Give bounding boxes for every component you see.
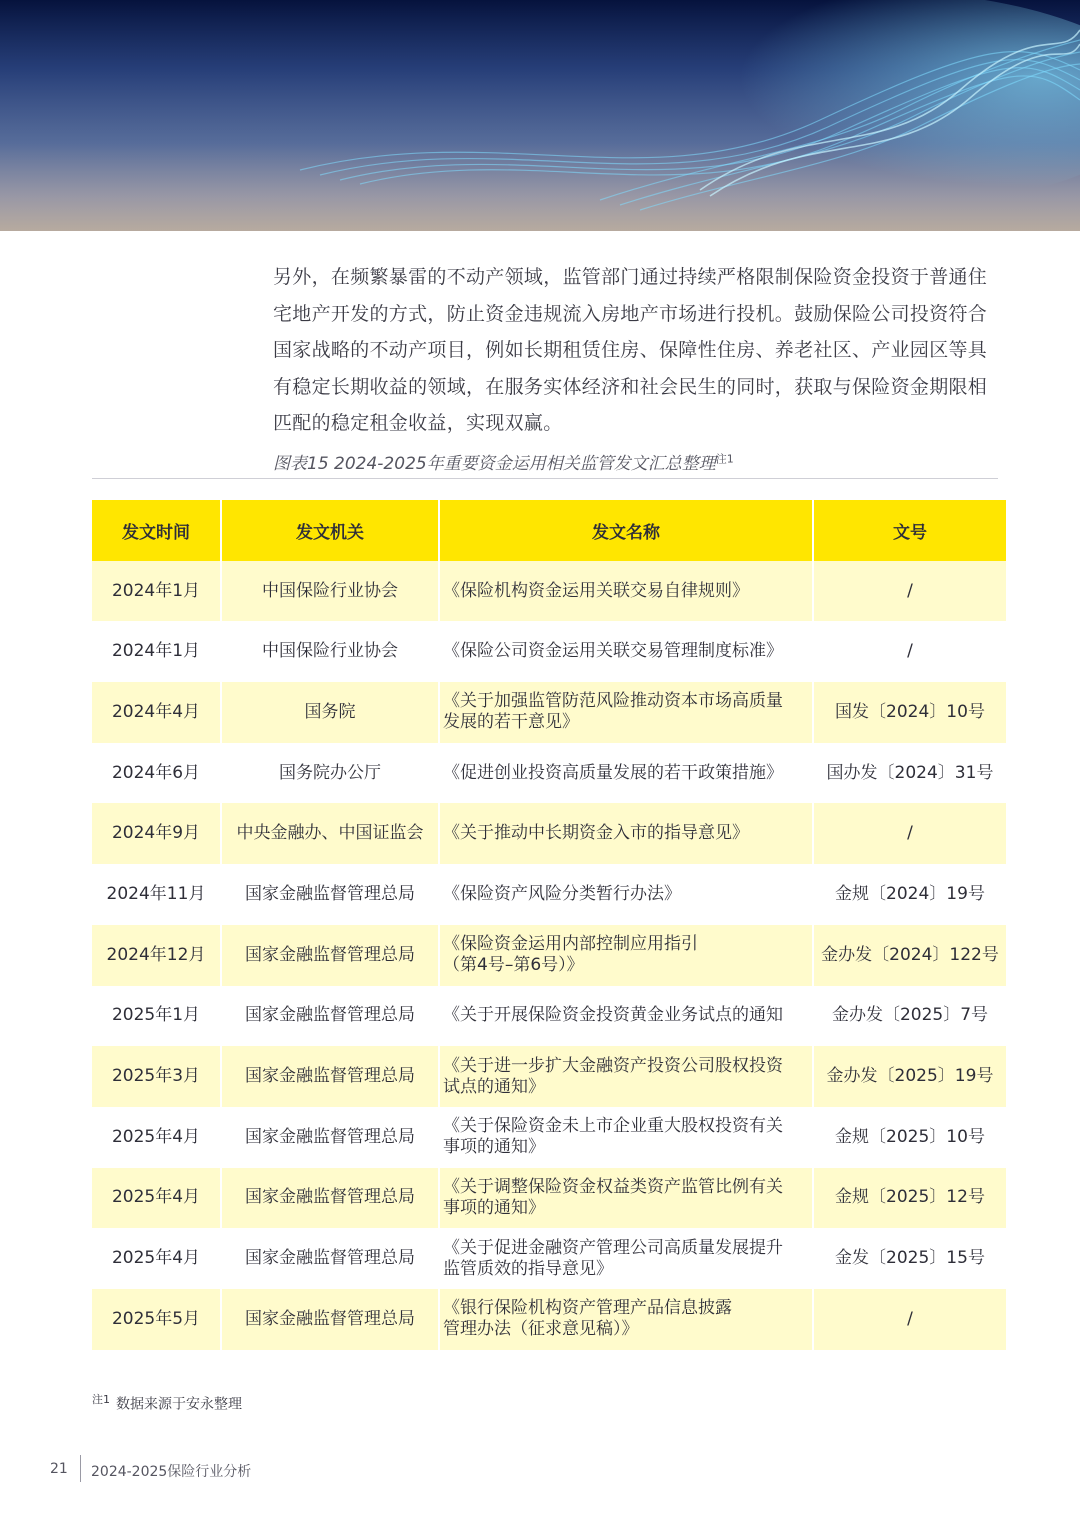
cell-document-number: 金发〔2025〕15号 bbox=[814, 1228, 1006, 1289]
table-row bbox=[92, 986, 1006, 1047]
footnote-text: 数据来源于安永整理 bbox=[116, 1396, 242, 1413]
regulation-table bbox=[92, 500, 1006, 1350]
header-banner-image bbox=[0, 0, 1080, 231]
cell-document-number: / bbox=[814, 561, 1006, 622]
cell-document-name: 《关于加强监管防范风险推动资本市场高质量 发展的若干意见》 bbox=[440, 682, 814, 743]
footer-report-title: 2024-2025保险行业分析 bbox=[91, 1464, 252, 1480]
cell-document-number: 金办发〔2025〕19号 bbox=[814, 1046, 1006, 1107]
cell-issuing-agency: 国家金融监督管理总局 bbox=[222, 1046, 440, 1107]
cell-document-number: 国办发〔2024〕31号 bbox=[814, 743, 1006, 804]
cell-document-number: / bbox=[814, 803, 1006, 864]
cell-issue-date: 2024年1月 bbox=[92, 561, 222, 622]
cell-issue-date: 2025年4月 bbox=[92, 1228, 222, 1289]
cell-issuing-agency: 国务院办公厅 bbox=[222, 743, 440, 804]
cell-issue-date: 2025年4月 bbox=[92, 1168, 222, 1229]
cell-document-number: / bbox=[814, 621, 1006, 682]
caption-text: 图表15 2024-2025年重要资金运用相关监管发文汇总整理 bbox=[273, 454, 716, 474]
cell-document-name: 《保险资金运用内部控制应用指引 （第4号–第6号）》 bbox=[440, 925, 814, 986]
light-wave-graphic bbox=[0, 0, 1080, 231]
cell-document-number: 金办发〔2024〕122号 bbox=[814, 925, 1006, 986]
table-row bbox=[92, 621, 1006, 682]
header-document-number: 文号 bbox=[814, 500, 1006, 561]
cell-issue-date: 2025年4月 bbox=[92, 1107, 222, 1168]
cell-document-number: 金规〔2024〕19号 bbox=[814, 864, 1006, 925]
table-row bbox=[92, 803, 1006, 864]
table-row bbox=[92, 1289, 1006, 1350]
cell-issuing-agency: 国家金融监督管理总局 bbox=[222, 986, 440, 1047]
footnote-mark: 注1 bbox=[92, 1393, 110, 1406]
cell-issue-date: 2025年1月 bbox=[92, 986, 222, 1047]
cell-issuing-agency: 中国保险行业协会 bbox=[222, 561, 440, 622]
table-row bbox=[92, 1046, 1006, 1107]
cell-document-number: 金规〔2025〕12号 bbox=[814, 1168, 1006, 1229]
cell-document-name: 《保险资产风险分类暂行办法》 bbox=[440, 864, 814, 925]
cell-issue-date: 2024年9月 bbox=[92, 803, 222, 864]
cell-issuing-agency: 国家金融监督管理总局 bbox=[222, 1168, 440, 1229]
table-row bbox=[92, 925, 1006, 986]
cell-document-name: 《保险公司资金运用关联交易管理制度标准》 bbox=[440, 621, 814, 682]
cell-document-name: 《银行保险机构资产管理产品信息披露 管理办法（征求意见稿）》 bbox=[440, 1289, 814, 1350]
table-row bbox=[92, 561, 1006, 622]
cell-document-name: 《关于促进金融资产管理公司高质量发展提升 监管质效的指导意见》 bbox=[440, 1228, 814, 1289]
cell-issue-date: 2024年11月 bbox=[92, 864, 222, 925]
cell-document-name: 《关于保险资金未上市企业重大股权投资有关 事项的通知》 bbox=[440, 1107, 814, 1168]
cell-issuing-agency: 国家金融监督管理总局 bbox=[222, 1107, 440, 1168]
cell-issuing-agency: 中国保险行业协会 bbox=[222, 621, 440, 682]
cell-document-number: 国发〔2024〕10号 bbox=[814, 682, 1006, 743]
header-document-name: 发文名称 bbox=[440, 500, 814, 561]
cell-issue-date: 2024年12月 bbox=[92, 925, 222, 986]
cell-issuing-agency: 国家金融监督管理总局 bbox=[222, 1228, 440, 1289]
table-header-row bbox=[92, 500, 1006, 561]
footnote bbox=[92, 1391, 242, 1414]
intro-paragraph: 另外，在频繁暴雷的不动产领域，监管部门通过持续严格限制保险资金投资于普通住宅地产开发的方式，防止资金违规流入房地产市场进行投机。鼓励保险公司投资符合国家战略的不动产项目，例如长期租赁住房、保障性住房、养老社区、产业园区等具有稳定长期收益的领域，在服务实体经济和社会民生的同时，获取与保险资金期限相匹配的稳定租金收益，实现双赢。 bbox=[273, 266, 988, 434]
table-row bbox=[92, 1107, 1006, 1168]
cell-document-name: 《关于进一步扩大金融资产投资公司股权投资 试点的通知》 bbox=[440, 1046, 814, 1107]
header-issue-date: 发文时间 bbox=[92, 500, 222, 561]
cell-issuing-agency: 国家金融监督管理总局 bbox=[222, 864, 440, 925]
table-row bbox=[92, 1168, 1006, 1229]
cell-issuing-agency: 中央金融办、中国证监会 bbox=[222, 803, 440, 864]
table-row bbox=[92, 743, 1006, 804]
cell-issue-date: 2024年6月 bbox=[92, 743, 222, 804]
cell-document-name: 《促进创业投资高质量发展的若干政策措施》 bbox=[440, 743, 814, 804]
cell-document-number: / bbox=[814, 1289, 1006, 1350]
cell-issuing-agency: 国家金融监督管理总局 bbox=[222, 1289, 440, 1350]
page-number: 21 bbox=[50, 1461, 68, 1477]
cell-issue-date: 2025年3月 bbox=[92, 1046, 222, 1107]
cell-issue-date: 2024年1月 bbox=[92, 621, 222, 682]
cell-document-number: 金办发〔2025〕7号 bbox=[814, 986, 1006, 1047]
cell-document-name: 《保险机构资金运用关联交易自律规则》 bbox=[440, 561, 814, 622]
cell-issuing-agency: 国家金融监督管理总局 bbox=[222, 925, 440, 986]
table-row bbox=[92, 682, 1006, 743]
header-issuing-agency: 发文机关 bbox=[222, 500, 440, 561]
caption-divider bbox=[92, 478, 998, 479]
table-row bbox=[92, 864, 1006, 925]
table-caption bbox=[273, 449, 734, 474]
footer-divider bbox=[80, 1455, 81, 1482]
cell-document-name: 《关于开展保险资金投资黄金业务试点的通知 bbox=[440, 986, 814, 1047]
cell-issue-date: 2024年4月 bbox=[92, 682, 222, 743]
cell-document-name: 《关于调整保险资金权益类资产监管比例有关 事项的通知》 bbox=[440, 1168, 814, 1229]
cell-document-name: 《关于推动中长期资金入市的指导意见》 bbox=[440, 803, 814, 864]
cell-document-number: 金规〔2025〕10号 bbox=[814, 1107, 1006, 1168]
cell-issue-date: 2025年5月 bbox=[92, 1289, 222, 1350]
caption-note-mark: 注1 bbox=[715, 452, 734, 466]
table-row bbox=[92, 1228, 1006, 1289]
cell-issuing-agency: 国务院 bbox=[222, 682, 440, 743]
